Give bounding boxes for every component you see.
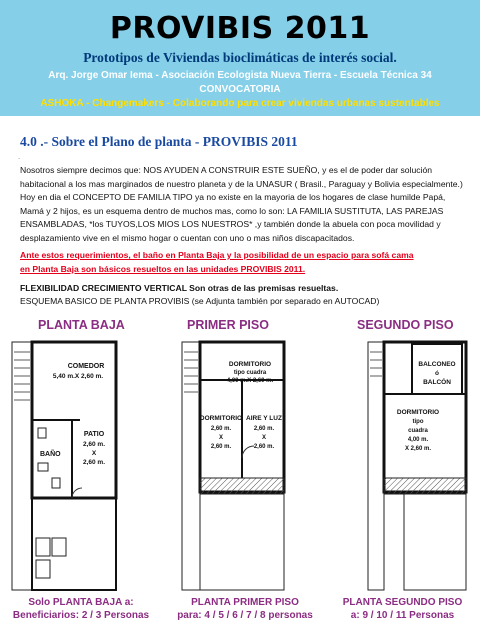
requirements-note <box>20 249 468 276</box>
scheme-line: ESQUEMA BASICO DE PLANTA PROVIBIS (se Adjunta también por separado en AUTOCAD) <box>20 296 380 306</box>
room-aire-luz-h: 2,60 m. <box>253 444 275 450</box>
room-aire-luz-w: 2,60 m. <box>253 426 275 432</box>
footer-primer-line: PLANTA PRIMER PISO <box>191 597 299 608</box>
ashoka-line: ASHOKA - Changemakers - Colaborando para crear viviendas urbanas sustentables <box>40 98 440 109</box>
flexibility-note <box>20 282 379 308</box>
room-dormitorio-left: DORMITORIO <box>199 415 243 422</box>
room-dormitorio-segundo-cuadra: cuadra <box>408 428 428 434</box>
footer-baja <box>6 596 156 622</box>
plan-segundo <box>368 342 466 590</box>
room-aire-luz: AIRE Y LUZ <box>246 415 282 422</box>
paragraph-line: ENSAMBLADAS, *los TUYOS,LOS MIOS LOS NUESTROS* ,y también donde la abuela con poca movilidad y <box>20 219 441 229</box>
flexibility-line: FLEXIBILIDAD CRECIMIENTO VERTICAL Son otras de las premisas resueltas. <box>20 283 339 293</box>
room-balcon: BALCÓN <box>423 379 451 386</box>
room-patio-x: X <box>91 450 97 457</box>
room-bano: BAÑO <box>40 451 61 458</box>
header-banner <box>0 0 480 116</box>
section-heading: 4.0 .- Sobre el Plano de planta - PROVIBIS 2011 <box>20 134 298 149</box>
paragraph-line: Nosotros siempre decimos que: NOS AYUDEN A CONSTRUIR ESTE SUEÑO, y es el de poder dar solución <box>20 165 433 175</box>
footer-segundo-line: PLANTA SEGUNDO PISO <box>342 597 463 608</box>
room-dormitorio-segundo-tipo: tipo <box>412 419 424 425</box>
room-patio: PATIO <box>83 431 105 438</box>
room-dormitorio-left-x: X <box>218 435 224 441</box>
room-dormitorio-segundo-h: X 2,60 m. <box>404 446 432 452</box>
room-balconeo-o: ó <box>435 370 439 377</box>
plan-label-baja: PLANTA BAJA <box>38 318 125 332</box>
footer-primer <box>160 596 330 622</box>
footer-baja-line: Beneficiarios: 2 / 3 Personas <box>12 610 150 621</box>
room-dormitorio-top: DORMITORIO <box>228 361 272 368</box>
page-subtitle: Prototipos de Viviendas bioclimáticas de interés social. <box>83 50 397 65</box>
room-comedor: COMEDOR <box>67 363 105 370</box>
section-dot: . <box>18 152 21 161</box>
footer-baja-line: Solo PLANTA BAJA a: <box>28 597 134 608</box>
room-patio-h: 2,60 m. <box>82 459 106 466</box>
requirements-line: en Planta Baja son básicos resueltos en las unidades PROVIBIS 2011. <box>20 263 306 274</box>
footer-primer-line: para: 4 / 5 / 6 / 7 / 8 personas <box>177 610 313 621</box>
paragraph-line: Mamá y 2 hijos, es un esquema dentro de muchos mas, como lo son: LA FAMILIA SUSTITUTA, LAS PAREJAS <box>20 205 444 216</box>
footer-segundo-line: a: 9 / 10 / 11 Personas <box>350 610 455 621</box>
requirements-line: Ante estos requerimientos, el baño en Planta Baja y la posibilidad de un espacio para sofá cama <box>20 250 414 260</box>
room-dormitorio-left-w: 2,60 m. <box>210 426 232 432</box>
floor-plans <box>0 338 480 596</box>
paragraph-line: Hoy en dia el CONCEPTO DE FAMILIA TIPO ya no existe en la mayoria de los hogares de clase humilde Papá, <box>20 192 446 202</box>
room-dormitorio-segundo: DORMITORIO <box>396 409 440 416</box>
paragraph-line: desplazamiento vive en el mismo hogar o cuentan con uno o mas niños discapacitados. <box>20 232 355 243</box>
room-balconeo: BALCONEO <box>418 361 456 368</box>
room-aire-luz-x: X <box>261 435 267 441</box>
floor-plans-drawing <box>0 338 480 596</box>
convocatoria-label: CONVOCATORIA <box>199 84 281 95</box>
room-dormitorio-top-type: tipo cuadra <box>233 370 267 376</box>
plan-label-primer: PRIMER PISO <box>187 318 269 332</box>
paragraph-line: habitacional a los mas marginados de nuestro planeta y de la UNASUR ( Brasil., Paraguay y Bolivia especialmente.) <box>20 178 463 189</box>
authors-line: Arq. Jorge Omar Iema - Asociación Ecologista Nueva Tierra - Escuela Técnica 34 <box>48 70 432 81</box>
page-title: PROVIBIS 2011 <box>109 11 371 46</box>
room-patio-w: 2,60 m. <box>82 441 106 448</box>
room-dormitorio-segundo-w: 4,00 m. <box>407 437 429 443</box>
room-comedor-size: 5,40 m.X 2,60 m. <box>52 373 104 380</box>
footer-segundo <box>330 596 475 622</box>
room-dormitorio-left-h: 2,60 m. <box>210 444 232 450</box>
intro-paragraph <box>20 164 468 245</box>
room-dormitorio-top-size: 4,00 m.X 2,60 m. <box>226 378 274 384</box>
plan-label-segundo: SEGUNDO PISO <box>357 318 454 332</box>
